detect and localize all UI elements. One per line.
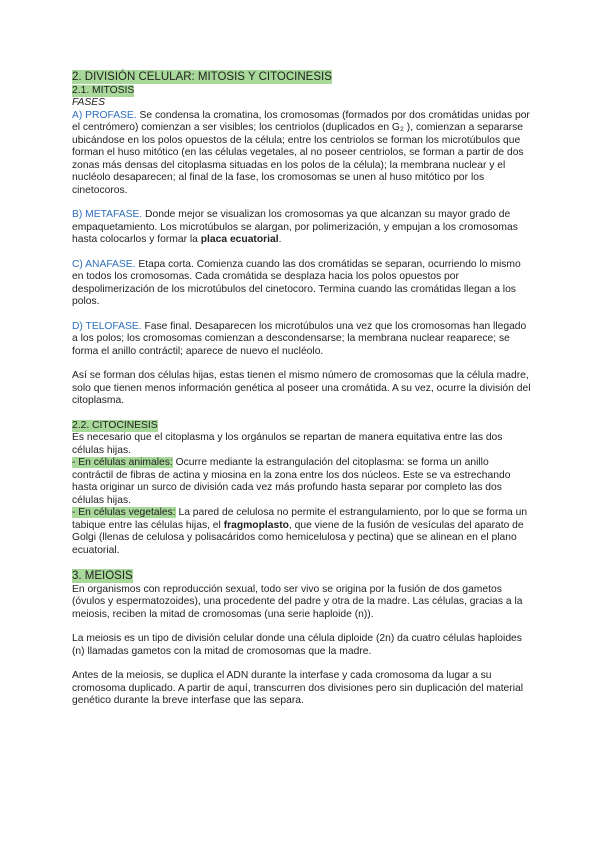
meiosis-paragraph-2: La meiosis es un tipo de división celular donde una célula diploide (2n) da cuatro células haploides (n) llamadas gametos con la mitad de cromosomas que la madre. [72,633,522,657]
telofase-label: D) TELOFASE. [72,320,142,332]
document-page [72,70,532,708]
profase-paragraph [72,110,532,198]
metafase-paragraph [72,209,532,247]
animales-paragraph [72,457,532,507]
mitosis-heading: 2.1. MITOSIS [72,84,135,96]
section-title: 2. DIVISIÓN CELULAR: MITOSIS Y CITOCINESIS [72,71,332,83]
anafase-text: Etapa corta. Comienza cuando las dos cromátidas se separan, ocurriendo lo mismo en todos los cromosomas. Cada cromátida se desplaza hacia los polos opuestos por despolimerización de los microtúbulos del cinetocoro. Termina cuando las cromátidas llegan a los polos. [72,258,521,307]
placa-ecuatorial: placa ecuatorial [200,234,279,245]
fragmoplasto: fragmoplasto [223,519,289,531]
vegetales-label: - En células vegetales: [72,507,176,518]
meiosis-paragraph-3: Antes de la meiosis, se duplica el ADN durante la interfase y cada cromosoma da lugar a su cromosoma duplicado. A partir de aquí, transcurren dos divisiones pero sin duplicación del material genético durante la breve interfase que las separa. [72,670,524,706]
mitosis-closing: Así se forman dos células hijas, estas tienen el mismo número de cromosomas que la célula madre, solo que tienen menos información genética al poseer una cromátida. A su vez, ocurre la división del citoplasma. [72,370,531,406]
fases-label: FASES [72,97,105,108]
profase-label: A) PROFASE. [72,109,137,121]
animales-text: Ocurre mediante la estrangulación del citoplasma: se forma un anillo contráctil de fibras de actina y miosina en la zona entre los dos núcleos. Este se va estrechando hasta originar un surco de división cada vez más profundo hasta separar por completo las dos células hijas. [72,457,511,506]
metafase-end: . [278,234,282,245]
anafase-paragraph [72,259,532,309]
citocinesis-intro: Es necesario que el citoplasma y los orgánulos se repartan de manera equitativa entre las dos células hijas. [72,432,503,456]
metafase-text: Donde mejor se visualizan los cromosomas ya que alcanzan su mayor grado de empaquetamiento. Los microtúbulos se alargan, por polimerización, y empujan a los cromosomas hasta colocarlos y formar la [72,209,518,245]
vegetales-end: , que viene de la fusión de vesículas del aparato de Golgi (llenas de celulosa y polisacáridos como hemicelulosa y pectina) que se alinean en el plano ecuatorial. [72,519,524,556]
profase-text: Se condensa la cromatina, los cromosomas (formados por dos cromátidas unidas por el centrómero) comienzan a ser visibles; los centriolos (duplicados en G₂ ), comienzan a separarse ubicándose en los polos opuestos de la célula; entre los centriolos se forman los microtúbulos que forman el huso mitótico (en las células vegetales, al no poseer centriolos, se forman a partir de dos zonas más densas del citoplasma situadas en los polos de la célula); la membrana nuclear y el nucléolo desaparecen; al final de la fase, los cromosomas se unen al huso mitótico por los cinetocoros. [72,109,530,196]
vegetales-text: La pared de celulosa no permite el estrangulamiento, por lo que se forma un tabique entre las células hijas, el [72,507,528,531]
telofase-paragraph [72,321,532,359]
anafase-label: C) ANAFASE. [72,258,136,270]
vegetales-paragraph [72,507,532,557]
animales-label: - En células animales: [72,457,173,468]
meiosis-heading: 3. MEIOSIS [72,570,133,582]
citocinesis-heading: 2.2. CITOCINESIS [72,419,158,431]
telofase-text: Fase final. Desaparecen los microtúbulos una vez que los cromosomas han llegado a los polos; los cromosomas comienzan a descondensarse; la membrana nuclear reaparece; se forma el anillo contráctil; aparece de nuevo el nucléolo. [72,320,527,357]
meiosis-paragraph-1: En organismos con reproducción sexual, todo ser vivo se origina por la fusión de dos gametos (óvulos y espermatozoides), una procedente del padre y otra de la madre. Las células, gracias a la meiosis, reciben la mitad de cromosomas (una serie haploide (n)). [72,583,523,620]
metafase-label: B) METAFASE. [72,209,143,220]
